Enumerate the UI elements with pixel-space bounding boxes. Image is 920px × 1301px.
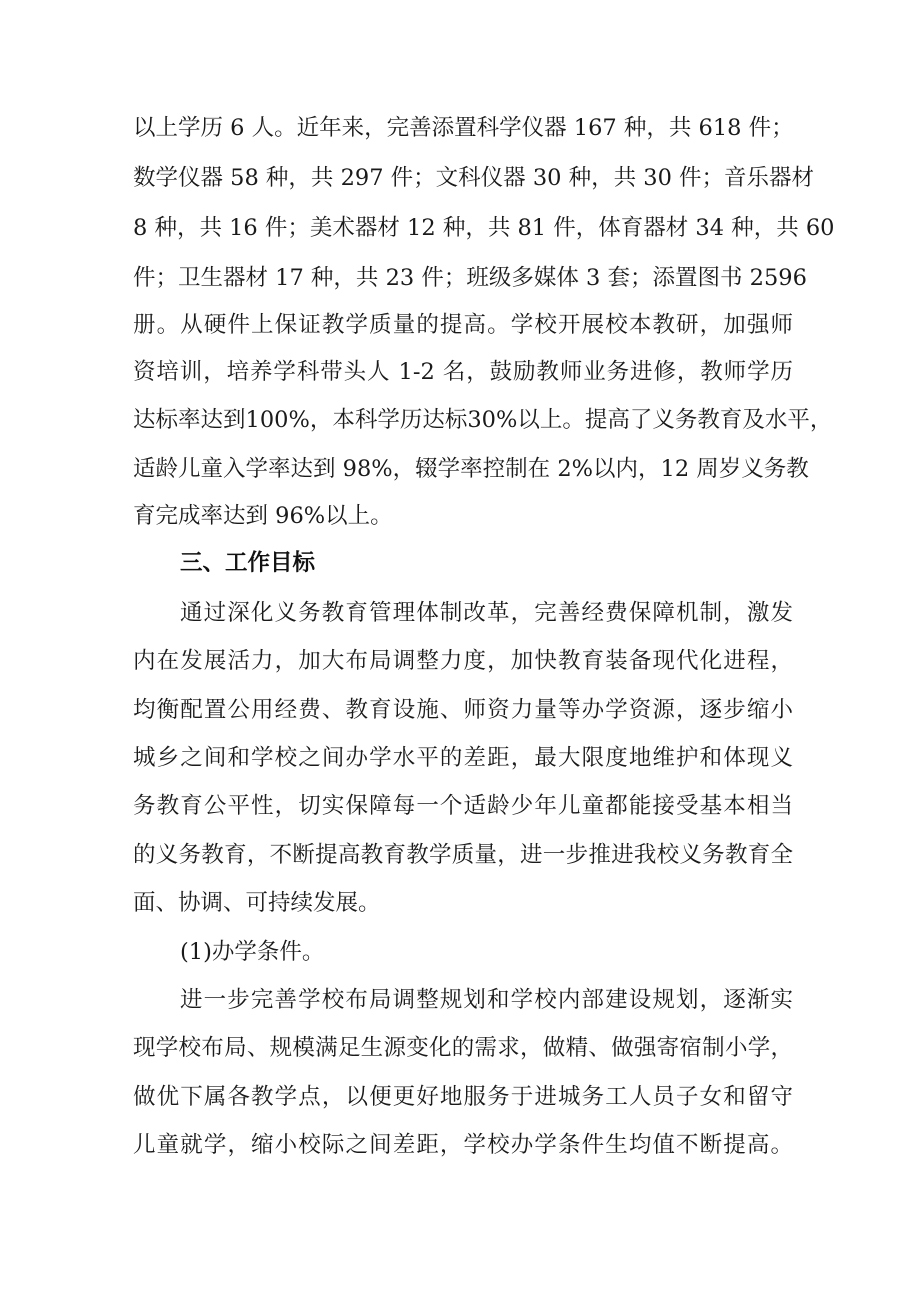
section-heading: 三、工作目标 — [180, 550, 316, 576]
text-line: 的义务教育，不断提高教育教学质量，进一步推进我校义务教育全 — [133, 842, 793, 868]
text-line: 做优下属各教学点，以便更好地服务于进城务工人员子女和留守 — [133, 1084, 793, 1110]
text-line: 达标率达到100%，本科学历达标30%以上。提高了义务教育及水平， — [133, 407, 833, 433]
text-line: 件；卫生器材 17 种，共 23 件；班级多媒体 3 套；添置图书 2596 — [133, 265, 807, 291]
text-line: 通过深化义务教育管理体制改革，完善经费保障机制，激发 — [180, 600, 793, 626]
text-line: 育完成率达到 96%以上。 — [133, 503, 393, 529]
text-line: 内在发展活力，加大布局调整力度，加快教育装备现代化进程， — [133, 648, 793, 674]
text-line: 8 种，共 16 件；美术器材 12 种，共 81 件，体育器材 34 种，共 60 — [133, 215, 835, 241]
text-line: 均衡配置公用经费、教育设施、师资力量等办学资源，逐步缩小 — [133, 697, 793, 723]
text-line: 务教育公平性，切实保障每一个适龄少年儿童都能接受基本相当 — [133, 793, 793, 819]
text-line: 进一步完善学校布局调整规划和学校内部建设规划，逐渐实 — [180, 987, 793, 1013]
text-line: 资培训，培养学科带头人 1-2 名，鼓励教师业务进修，教师学历 — [133, 359, 793, 385]
text-line: 现学校布局、规模满足生源变化的需求，做精、做强寄宿制小学， — [133, 1035, 793, 1061]
text-line: 城乡之间和学校之间办学水平的差距，最大限度地维护和体现义 — [133, 745, 793, 771]
text-line: 册。从硬件上保证教学质量的提高。学校开展校本教研，加强师 — [133, 312, 793, 338]
text-line: 以上学历 6 人。近年来，完善添置科学仪器 167 种，共 618 件； — [133, 115, 794, 141]
text-line: 儿童就学，缩小校际之间差距，学校办学条件生均值不断提高。 — [133, 1132, 793, 1158]
subheading: (1)办学条件。 — [180, 939, 325, 965]
text-line: 数学仪器 58 种，共 297 件；文科仪器 30 种，共 30 件；音乐器材 — [133, 165, 815, 191]
text-line: 适龄儿童入学率达到 98%，辍学率控制在 2%以内，12 周岁义务教 — [133, 456, 809, 482]
text-line: 面、协调、可持续发展。 — [133, 890, 381, 916]
